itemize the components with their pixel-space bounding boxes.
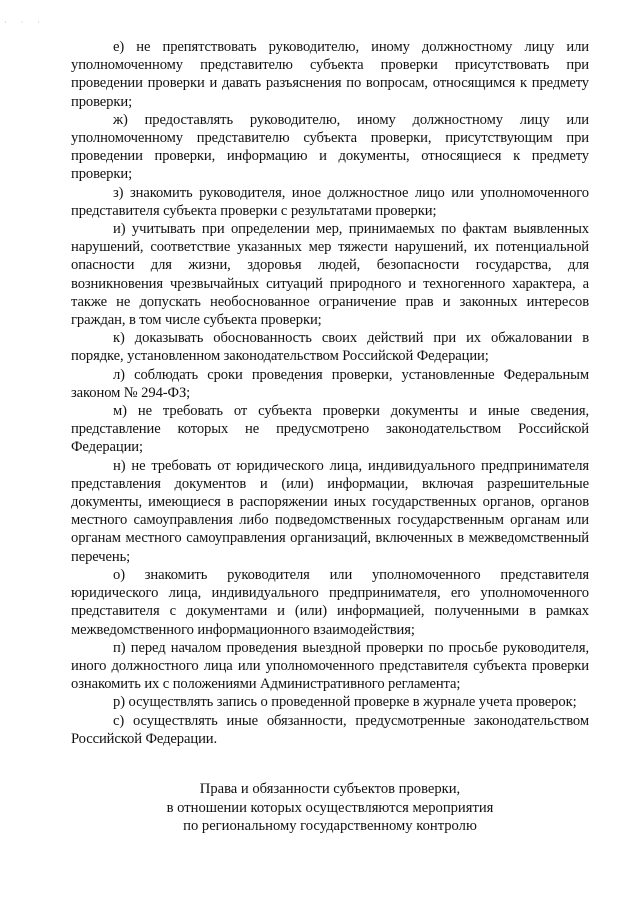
list-item-o: о) знакомить руководителя или уполномоченного представителя юридического лица, индивидуального предпринимателя, его уполномоченного представителя с документами и (или) информацией, полученными в рамках межведомственного информационного взаимодействия; — [71, 566, 589, 638]
section-heading-line-3: по региональному государственному контролю — [183, 818, 477, 835]
list-item-e: е) не препятствовать руководителю, иному должностному лицу или уполномоченному представителю субъекта проверки присутствовать при проведении проверки и давать разъяснения по вопросам, относящимся к предмету проверки; — [71, 39, 589, 110]
list-item-n: н) не требовать от юридического лица, индивидуального предпринимателя представления документов и (или) информации, включая разрешительные документы, имеющиеся в распоряжении иных государственных органов, органов местного самоуправления либо подведомственных государственным органам или органам местного самоуправления организаций, включенных в межведомственный перечень; — [71, 457, 589, 565]
section-heading-line-1: Права и обязанности субъектов проверки, — [199, 781, 461, 797]
obligations-list — [71, 38, 589, 748]
list-item-p: п) перед началом проведения выездной проверки по просьбе руководителя, иного должностного лица или уполномоченного представителя субъекта проверки ознакомить их с положениями Административного регламента; — [71, 639, 589, 693]
list-item-zh: ж) предоставлять руководителю, иному должностному лицу или уполномоченному представителю субъекта проверки, присутствующим при проведении проверки, информацию и документы, относящиеся к предмету проверки; — [71, 111, 589, 183]
list-item-l: л) соблюдать сроки проведения проверки, установленные Федеральным законом № 294-ФЗ; — [71, 366, 589, 401]
list-item-z: з) знакомить руководителя, иное должностное лицо или уполномоченного представителя субъекта проверки с результатами проверки; — [71, 184, 589, 219]
list-item-k: к) доказывать обоснованность своих действий при их обжаловании в порядке, установленном законодательством Российской Федерации; — [71, 330, 589, 365]
list-item-m: м) не требовать от субъекта проверки документы и иные сведения, представление которых не предусмотрено законодательством Российской Федерации; — [71, 403, 589, 456]
scan-artifact-marks: · · · — [4, 18, 46, 27]
section-heading — [71, 780, 589, 836]
section-heading-line-2: в отношении которых осуществляются мероприятия — [166, 799, 494, 816]
list-item-r: р) осуществлять запись о проведенной проверке в журнале учета проверок; — [113, 694, 577, 711]
list-item-i: и) учитывать при определении мер, принимаемых по фактам выявленных нарушений, соответствие указанных мер тяжести нарушений, их потенциальной опасности для жизни, здоровья людей, безопасности государства, для возникновения чрезвычайных ситуаций природного и техногенного характера, а также не допускать необоснованное ограничение прав и законных интересов граждан, в том числе субъекта проверки; — [71, 221, 589, 329]
list-item-s: с) осуществлять иные обязанности, предусмотренные законодательством Российской Федерации. — [71, 712, 589, 747]
